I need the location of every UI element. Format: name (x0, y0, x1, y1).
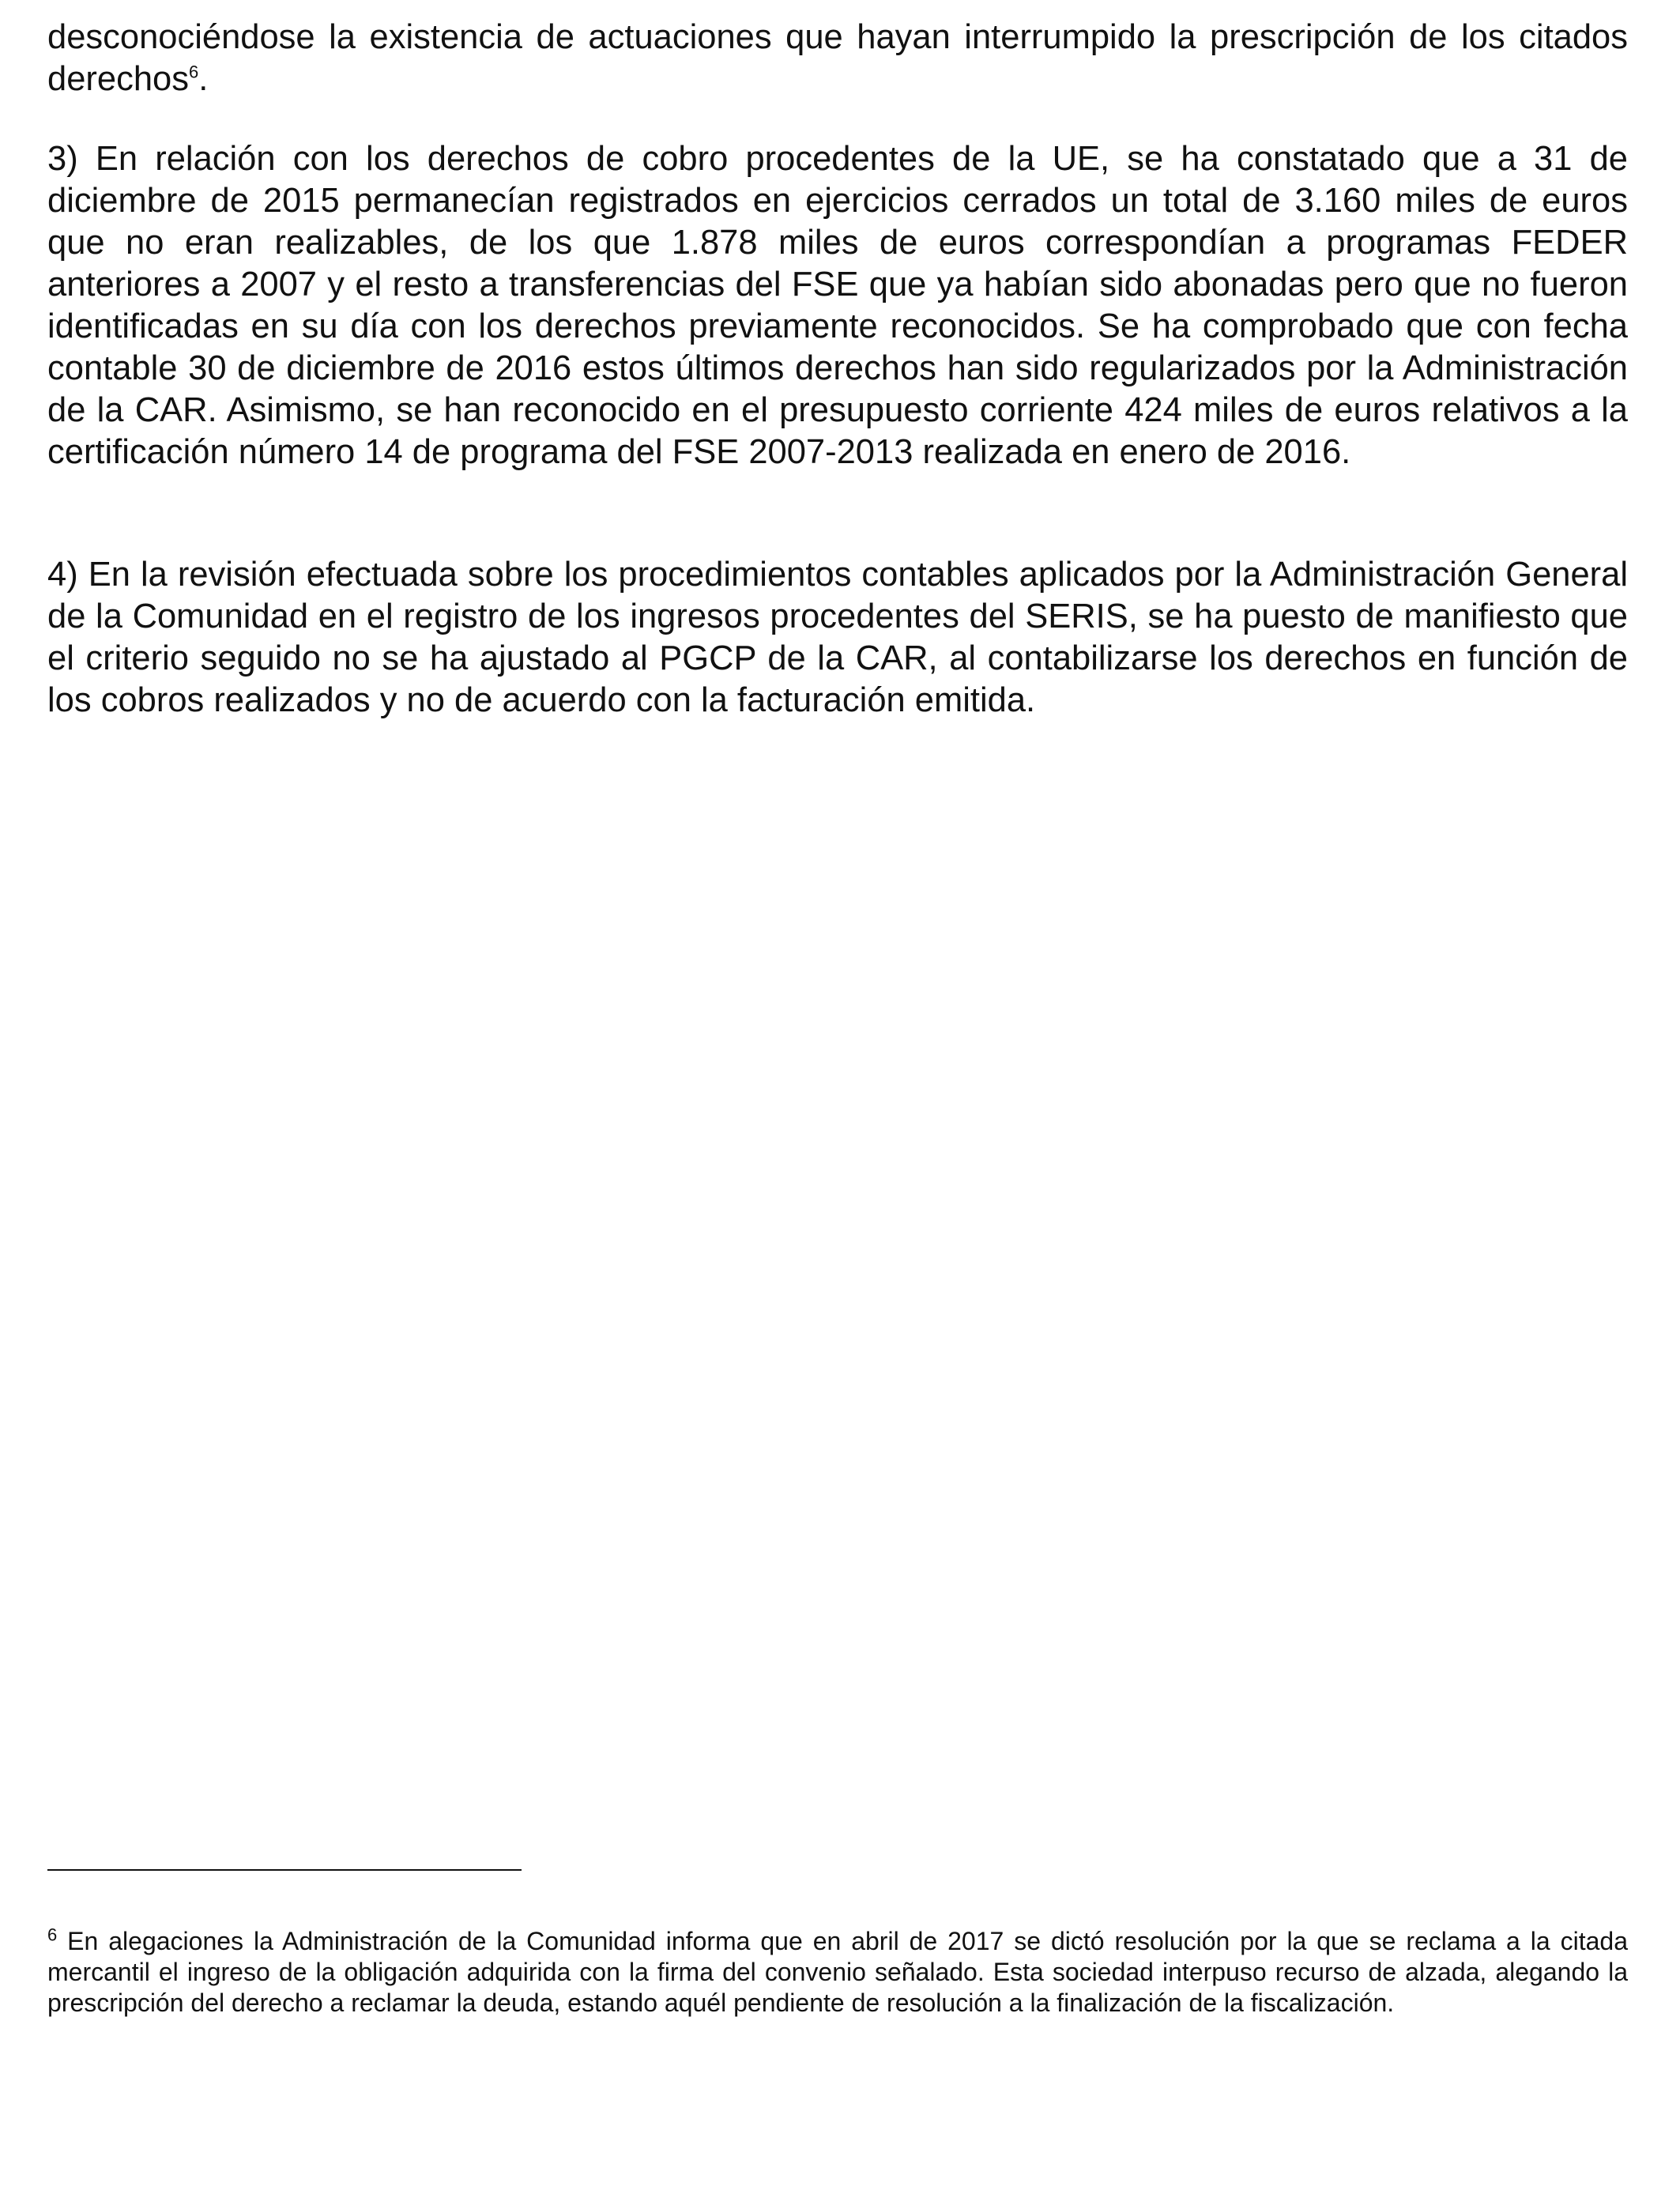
paragraph-intro (47, 17, 1628, 100)
paragraph-item-4: 4) En la revisión efectuada sobre los procedimientos contables aplicados por la Administración General de la Comunidad en el registro de los ingresos procedentes del SERIS, se ha puesto de manifiesto que el criterio seguido no se ha ajustado al PGCP de la CAR, al contabilizarse los derechos en función de los cobros realizados y no de acuerdo con la facturación emitida. (47, 556, 1628, 719)
paragraph-intro-end: . (198, 60, 209, 98)
footnote-text: En alegaciones la Administración de la Comunidad informa que en abril de 2017 se dictó resolución por la que se reclama a la citada mercantil el ingreso de la obligación adquirida con la firma del convenio señalado. Esta sociedad interpuso recurso de alzada, alegando la prescripción del derecho a reclamar la deuda, estando aquél pendiente de resolución a la finalización de la fiscalización. (47, 1927, 1628, 2017)
footnote-separator (47, 1869, 522, 1871)
paragraph-intro-text: desconociéndose la existencia de actuaciones que hayan interrumpido la prescripción de los citados derechos (47, 18, 1628, 98)
footnote-reference: 6 (188, 62, 199, 82)
paragraph-item-3: 3) En relación con los derechos de cobro procedentes de la UE, se ha constatado que a 31 de diciembre de 2015 permanecían registrados en ejercicios cerrados un total de 3.160 miles de euros que no eran realizables, de los que 1.878 miles de euros correspondían a programas FEDER anteriores a 2007 y el resto a transferencias del FSE que ya habían sido abonadas pero que no fueron identificadas en su día con los derechos previamente reconocidos. Se ha comprobado que con fecha contable 30 de diciembre de 2016 estos últimos derechos han sido regularizados por la Administración de la CAR. Asimismo, se han reconocido en el presupuesto corriente 424 miles de euros relativos a la certificación número 14 de programa del FSE 2007-2013 realizada en enero de 2016. (47, 140, 1628, 471)
footnote-marker: 6 (47, 1924, 58, 1945)
footnote (47, 1926, 1628, 2019)
